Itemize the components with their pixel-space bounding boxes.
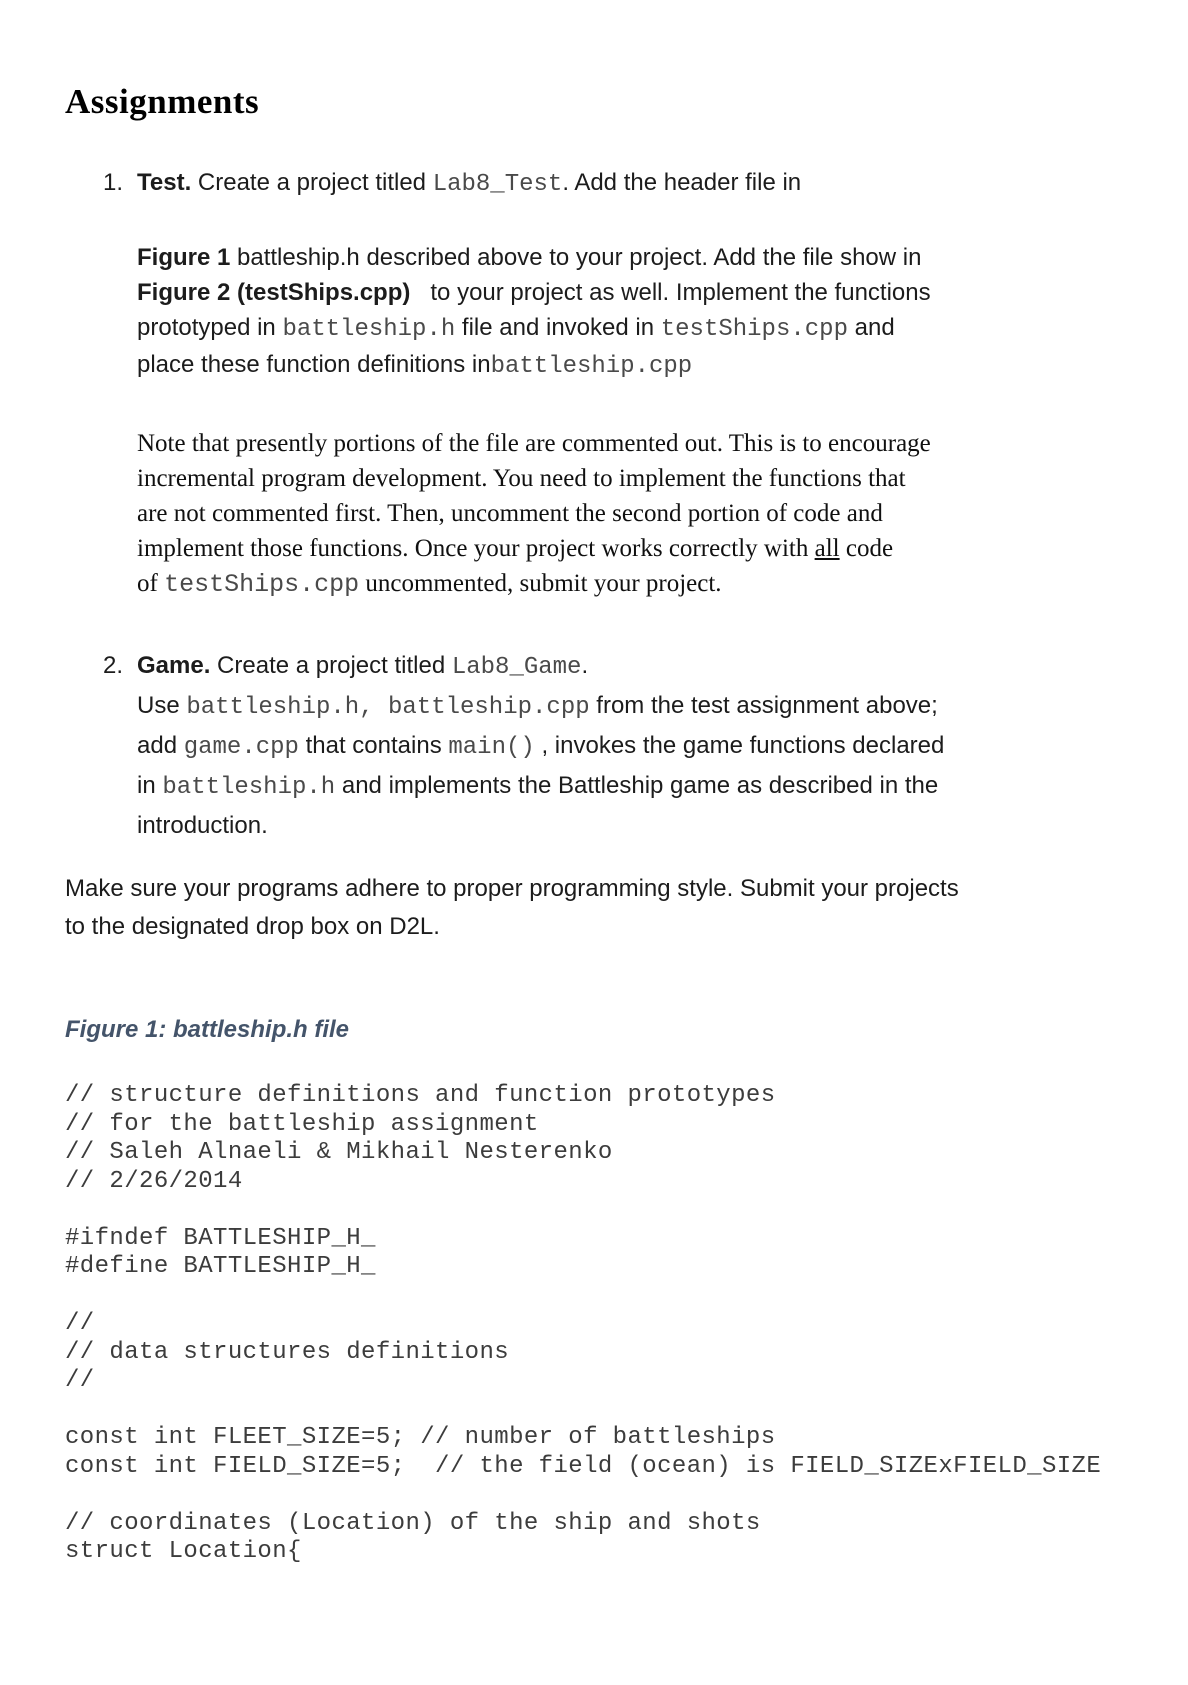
text-line (137, 426, 1160, 461)
text-run: uncommented, submit your project. (359, 570, 722, 597)
text-run: all (814, 535, 840, 562)
text-run: // coordinates (Location) of the ship and shots (65, 1509, 761, 1537)
text-run: const int FLEET_SIZE=5; // number of battleships (65, 1424, 776, 1451)
text-run: . (581, 652, 589, 679)
text-run: // for the battleship assignment (65, 1110, 539, 1138)
list-item-game (65, 647, 1160, 845)
text-line (65, 1310, 1160, 1339)
text-line (65, 1538, 1160, 1567)
text-line (137, 767, 1160, 807)
text-run: game.cpp (183, 734, 299, 761)
list-number-2: 2. (103, 652, 124, 679)
text-run: . Add the header file in (562, 169, 802, 196)
text-run: Create a project titled (210, 652, 452, 679)
text-line (65, 1139, 1160, 1168)
list-item-test (65, 165, 1160, 202)
text-run (65, 1196, 80, 1223)
text-run: in (137, 772, 163, 799)
text-run: and implements the Battleship game as described in the (335, 772, 939, 799)
text-line (137, 165, 1160, 202)
text-run: // (65, 1310, 95, 1337)
text-line (137, 647, 1160, 687)
text-run: code (839, 535, 894, 562)
text-run: to the designated drop box on D2L. (65, 913, 440, 940)
text-run: battleship.h (162, 774, 336, 801)
text-run: Use (137, 692, 187, 719)
text-line (65, 870, 1160, 908)
figure-caption: Figure 1: battleship.h file (65, 1016, 350, 1043)
text-run: add (137, 732, 184, 759)
text-line (65, 1082, 1160, 1111)
text-run: Game. (137, 652, 211, 679)
text-run: incremental program development. You need to implement the functions that (137, 465, 906, 492)
text-line (137, 240, 1160, 275)
list-number-1: 1. (103, 169, 124, 196)
text-line (65, 1453, 1160, 1482)
text-line (65, 1396, 1160, 1425)
text-run: Make sure your programs adhere to proper programming style. Submit your projects (65, 875, 959, 902)
text-run: battleship.h (282, 316, 456, 343)
text-run: Test. (137, 169, 192, 196)
closing-paragraph (65, 870, 1160, 946)
text-run: Lab8_Game (451, 654, 582, 681)
text-run: prototyped in (137, 314, 283, 341)
text-run: , invokes the game functions declared (534, 732, 945, 759)
text-run: that contains (298, 732, 449, 759)
text-run: from the test assignment above; (589, 692, 938, 719)
text-line (137, 275, 1160, 310)
text-run: battleship.h described above to your project. Add the file show in (230, 244, 922, 271)
text-line (137, 310, 1160, 347)
list-item-test-lead (137, 165, 1160, 202)
text-line (137, 807, 1160, 845)
code-block-battleship-header (65, 1082, 1160, 1567)
text-line (137, 347, 1160, 384)
text-run: to your project as well. Implement the functions (410, 279, 931, 306)
text-run (65, 1282, 80, 1309)
text-run: // data structures definitions (65, 1338, 510, 1366)
text-run: main() (448, 734, 535, 761)
text-run: file and invoked in (455, 314, 661, 341)
text-run: place these function definitions in (137, 351, 491, 378)
text-run: Figure 1 (137, 244, 231, 271)
text-line (137, 461, 1160, 496)
text-run: introduction. (137, 812, 268, 839)
text-run: testShips.cpp (660, 316, 848, 343)
text-run (65, 1396, 80, 1423)
text-line (137, 496, 1160, 531)
test-note-paragraph (137, 426, 1160, 602)
text-line (65, 1253, 1160, 1282)
text-line (65, 1424, 1160, 1453)
text-run: battleship.cpp (490, 353, 693, 380)
page-title: Assignments (65, 82, 260, 121)
text-line (65, 1168, 1160, 1197)
text-line (137, 687, 1160, 727)
text-line (65, 1339, 1160, 1368)
text-line (65, 1481, 1160, 1510)
text-run: and (847, 314, 895, 341)
text-run: testShips.cpp (164, 570, 360, 599)
text-line (137, 531, 1160, 566)
text-line (65, 1367, 1160, 1396)
text-run: Lab8_Test (432, 171, 563, 198)
text-run: are not commented first. Then, uncomment the second portion of code and (137, 500, 883, 527)
test-instructions-paragraph (137, 240, 1160, 384)
text-line (137, 566, 1160, 602)
text-run: #ifndef BATTLESHIP_H_ (65, 1224, 376, 1252)
text-line (65, 1510, 1160, 1539)
text-line (137, 727, 1160, 767)
text-line (65, 1196, 1160, 1225)
text-run: implement those functions. Once your project works correctly with (137, 535, 815, 562)
text-run: #define BATTLESHIP_H_ (65, 1253, 376, 1280)
text-run (65, 1481, 80, 1508)
text-run: Create a project titled (191, 169, 433, 196)
text-line (65, 1111, 1160, 1140)
text-run: struct Location{ (65, 1538, 302, 1565)
text-run: // 2/26/2014 (65, 1167, 243, 1195)
text-run: Note that presently portions of the file are commented out. This is to encourage (137, 430, 931, 457)
text-run: const int FIELD_SIZE=5; // the field (ocean) is FIELD_SIZExFIELD_SIZE (65, 1452, 1102, 1480)
text-run: of (137, 570, 165, 597)
text-run: // (65, 1367, 95, 1394)
text-run: Figure 2 (testShips.cpp) (137, 279, 411, 306)
text-line (65, 908, 1160, 946)
text-line (65, 1225, 1160, 1254)
text-run: // structure definitions and function prototypes (65, 1082, 776, 1109)
text-line (65, 1282, 1160, 1311)
text-run: // Saleh Alnaeli & Mikhail Nesterenko (65, 1139, 613, 1166)
text-run: battleship.h, battleship.cpp (186, 694, 590, 721)
list-item-game-lead (137, 647, 1160, 845)
